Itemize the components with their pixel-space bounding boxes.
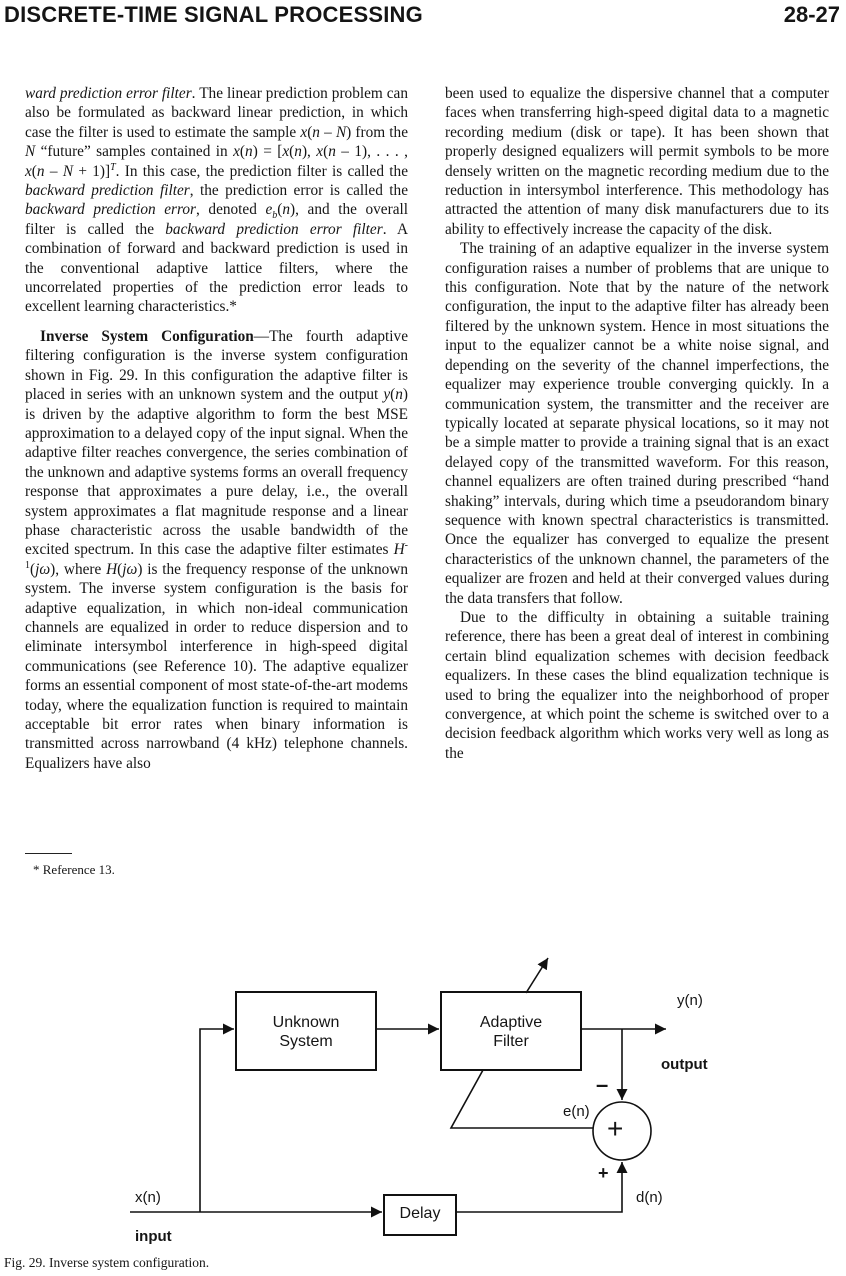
figure-caption: Fig. 29. Inverse system configuration. (4, 1255, 210, 1270)
delay-label: Delay (399, 1205, 441, 1222)
section-heading: Inverse System Configuration (40, 327, 254, 345)
input-signal-label: x(n) (135, 1189, 161, 1206)
running-title: DISCRETE-TIME SIGNAL PROCESSING (4, 2, 423, 27)
diagram-graphics (0, 945, 846, 1245)
summer-plus-sign: + (598, 1163, 609, 1183)
desired-signal-label: d(n) (636, 1189, 663, 1206)
left-column (25, 84, 408, 773)
adaptive-filter-label: Adaptive Filter (479, 1014, 543, 1050)
right-column (445, 84, 829, 763)
unknown-system-label: Unknown System (272, 1014, 340, 1050)
error-signal-label: e(n) (563, 1103, 590, 1120)
paragraph-backward-prediction: ward prediction error filter. The linear prediction problem can also be formulated as backward linear prediction, in which case the filter is used to estimate the sample x(n – N) from the N “future” samples contained in x(n) = [x(n), x(n – 1), . . . , x(n – N + 1)]$^T$. In this case, the prediction filter is called the backward prediction filter, the prediction error is called the backward prediction error, denoted $e_b(n)$, and the overall filter is called the backward prediction error filter. A combination of forward and backward prediction is used in the conventional adaptive lattice filters, where the uncorrelated properties of the prediction error leads to excellent learning characteristics.* (25, 85, 408, 316)
summer-plus-symbol: + (607, 1113, 624, 1144)
page-header (0, 0, 846, 34)
paragraph-equalizer-training: The training of an adaptive equalizer in the inverse system configuration raises a number of problems that are unique to this configuration. Note that by the nature of the network configuration, the input to the adaptive filter has already been filtered by the unknown system. Hence in most situations the input to the equalizer cannot be a white noise signal, and depending on the severity of the channel imperfections, the equalizer may experience trouble converging quickly. In a communication system, the transmitter and the receiver are typically located at separate physical locations, so it may not be a simple matter to provide a training signal that is an exact delayed copy of the transmitted waveform. For this reason, channel equalizers are often trained during prescribed “hand shaking” intervals, during which time a pseudorandom binary sequence with known spectral characteristics is transmitted. Once the equalizer has converged to equalize the present characteristics of the unknown channel, the parameters of the equalizer are frozen and held at their converged values during the data transfers that follow. (445, 240, 829, 607)
paragraph-magnetic-recording: been used to equalize the dispersive channel that a computer faces when transferring high-speed digital data to a magnetic recording medium (disk or tape). It has been shown that properly designed equalizers will permit symbols to be more densely written on the magnetic recording medium due to the reduction in intersymbol interference. This methodology has attracted the attention of many disk manufacturers due to its ability to effectively increase the capacity of the disk. (445, 85, 829, 238)
summer-minus-sign: – (596, 1072, 609, 1097)
output-label: output (661, 1056, 708, 1073)
footnote-rule (25, 853, 72, 854)
paragraph-body: —The fourth adaptive filtering configuration is the inverse system configuration shown in Fig. 29. In this configuration the adaptive filter is placed in series with an unknown system and the output y(n) is driven by the adaptive algorithm to form the best MSE approximation to a delayed copy of the input signal. When the adaptive filter reaches convergence, the series combination of the unknown and adaptive systems forms an overall frequency response that approximates a pure delay, i.e., the overall system approximates a flat magnitude response and a linear phase characteristic across the usable bandwidth of the excited spectrum. In this case the adaptive filter estimates $H^{-1}(j\omega)$, where H(jω) is the frequency response of the unknown system. The inverse system configuration is the basis for adaptive equalization, in which non-ideal communication channels are equalized in order to reduce dispersion and to eliminate intersymbol interference in high-speed digital communications (see Reference 10). The adaptive equalizer forms an essential component of most state-of-the-art modems today, where the equalization function is required to maintain acceptable bit error rates when binary information is transmitted across narrowband (4 kHz) telephone channels. Equalizers have also (25, 327, 408, 772)
input-label: input (135, 1228, 172, 1245)
paragraph-inverse-system (25, 327, 408, 773)
inverse-system-diagram (0, 945, 846, 1245)
output-signal-label: y(n) (677, 992, 703, 1009)
footnote: * Reference 13. (33, 862, 115, 877)
page-number: 28-27 (783, 2, 840, 27)
paragraph-blind-equalization: Due to the difficulty in obtaining a suitable training reference, there has been a great deal of interest in combining certain blind equalization schemes with decision feedback equalizers. In these cases the blind equalization technique is used to bring the equalizer into the neighborhood of proper convergence, at which point the scheme is switched over to a decision feedback algorithm which works very well as long as the (445, 608, 829, 762)
adaptation-arrow (526, 958, 548, 993)
input-to-unknown-wire (200, 1029, 234, 1212)
